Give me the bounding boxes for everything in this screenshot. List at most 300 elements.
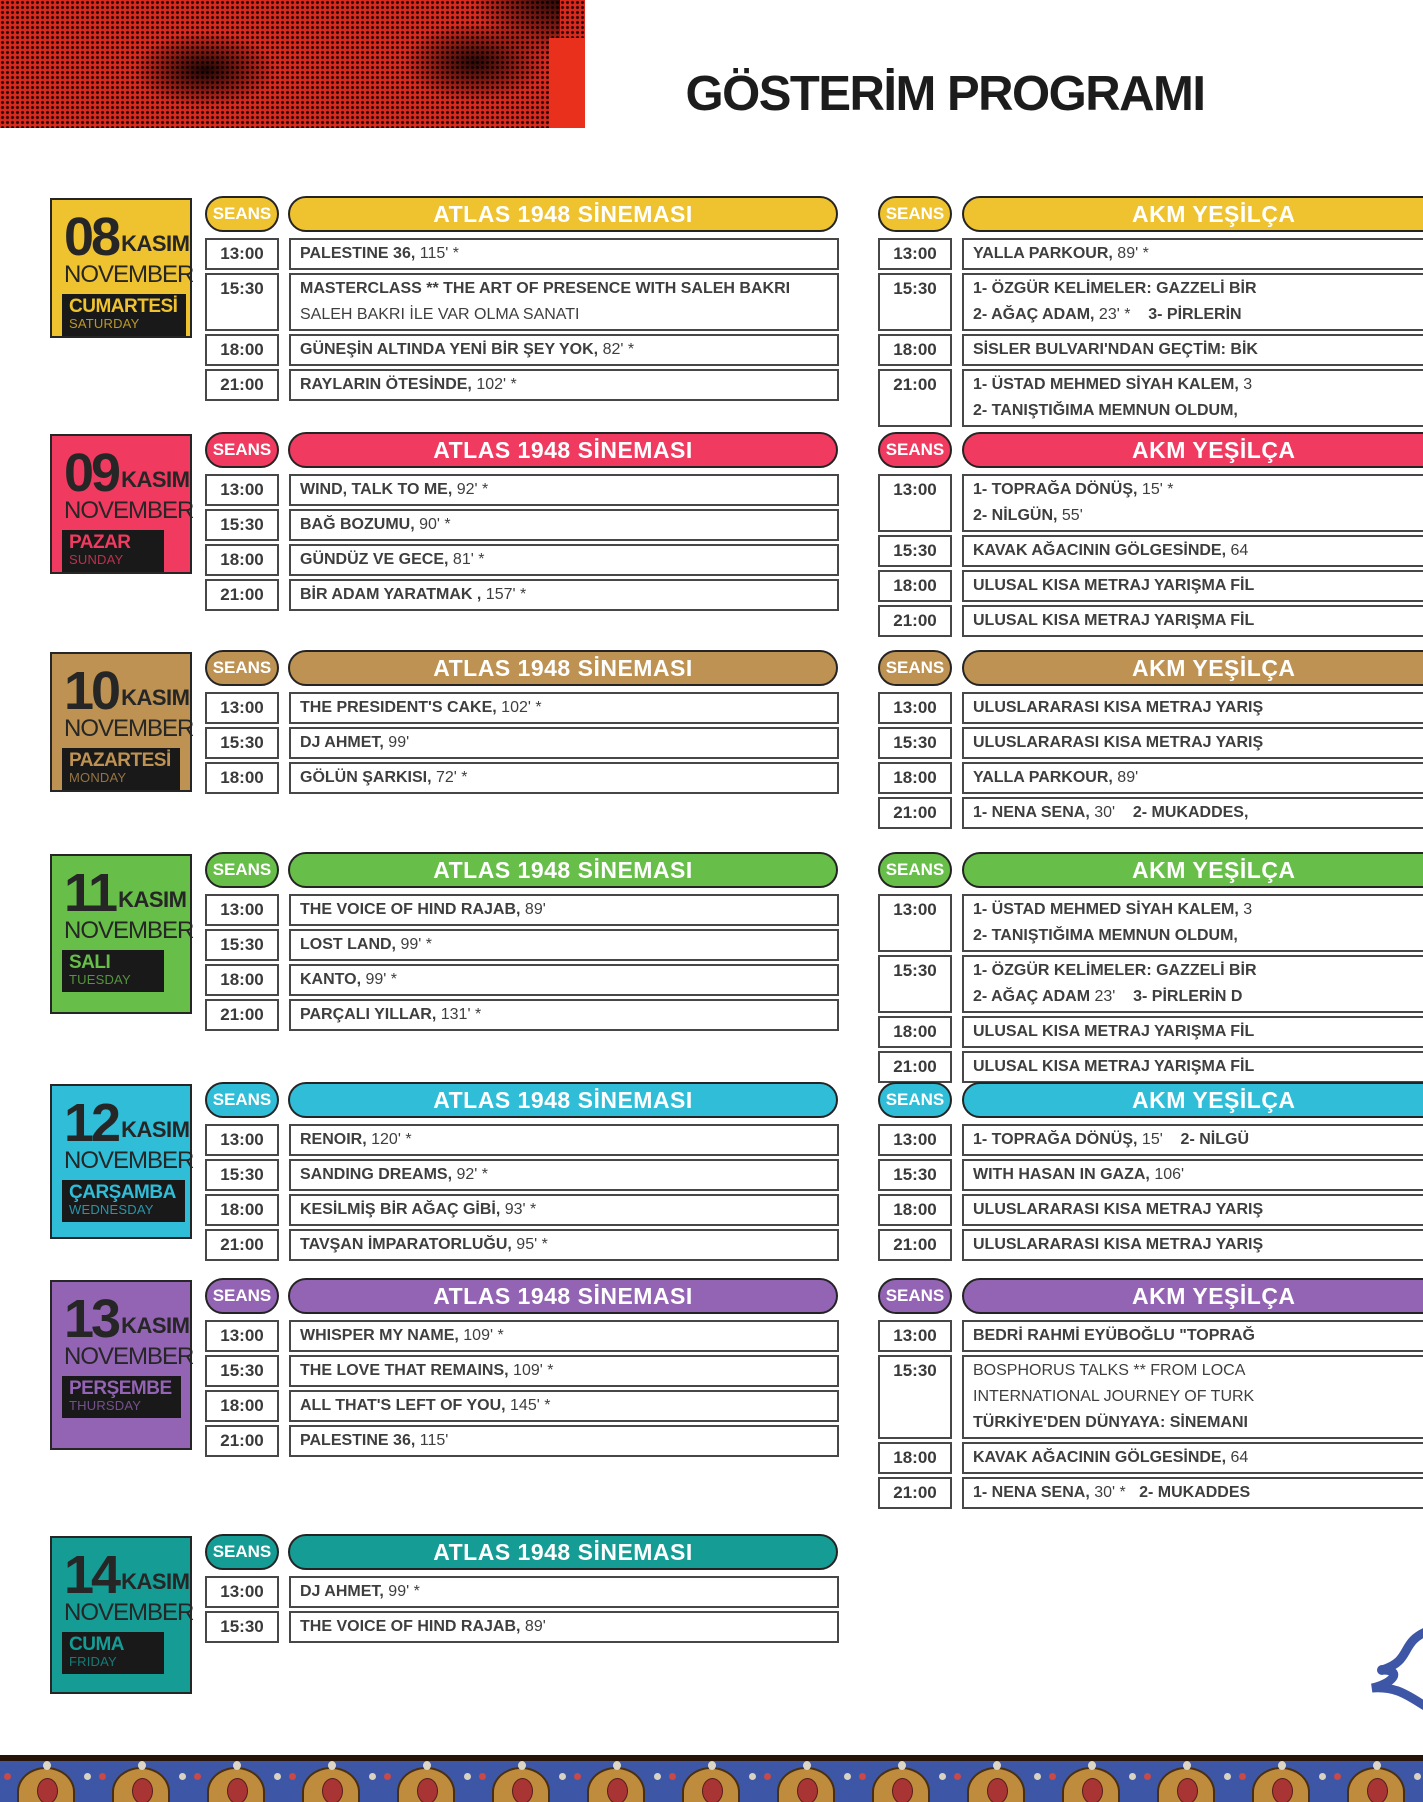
film-duration: 89': [1112, 769, 1139, 786]
film-line: [973, 538, 1423, 564]
film-title: BAĞ BOZUMU,: [300, 516, 415, 533]
motif-core: [417, 1778, 438, 1802]
row-gap: [952, 474, 962, 532]
row-gap: [279, 544, 289, 576]
motif-core: [1082, 1778, 1103, 1802]
row-gap: [279, 894, 289, 926]
row-gap: [279, 762, 289, 794]
screening-row: [878, 605, 1423, 637]
row-gap: [279, 238, 289, 270]
month-name-en: NOVEMBER: [64, 497, 194, 525]
seans-time: 15:30: [878, 1355, 952, 1439]
month-name-tr: KASIM: [121, 467, 190, 493]
seans-pill-atlas: SEANS: [205, 1278, 279, 1314]
motif-dot-right: [1224, 1773, 1231, 1780]
seans-time: 18:00: [205, 1390, 279, 1422]
venue-header-atlas: ATLAS 1948 SİNEMASI: [288, 196, 838, 232]
film-line: [973, 1323, 1423, 1349]
seans-pill-akm: SEANS: [878, 1278, 952, 1314]
seans-time: 18:00: [205, 1194, 279, 1226]
film-duration: 23': [1090, 988, 1134, 1005]
screening-row: [878, 894, 1423, 952]
row-gap: [279, 692, 289, 724]
row-gap: [952, 535, 962, 567]
rows-atlas: [205, 1320, 839, 1460]
film-line: [973, 1410, 1423, 1436]
motif-dot-right: [1129, 1773, 1136, 1780]
film-entry: [962, 894, 1423, 952]
rows-akm: [878, 238, 1423, 430]
film-line: [300, 337, 828, 363]
film-line: [973, 337, 1423, 363]
seans-time: 13:00: [205, 894, 279, 926]
film-duration: 115' *: [415, 245, 459, 262]
motif-tip: [993, 1761, 1001, 1770]
film-entry: [289, 999, 839, 1031]
film-entry: [289, 894, 839, 926]
motif-dot-left: [954, 1773, 961, 1780]
film-duration: 23' *: [1094, 306, 1149, 323]
film-duration: 120' *: [366, 1131, 412, 1148]
film-duration: 3: [1238, 901, 1253, 918]
date-block: [50, 1536, 192, 1694]
screening-row: [878, 797, 1423, 829]
venue-header-atlas: ATLAS 1948 SİNEMASI: [288, 852, 838, 888]
film-duration: 89' *: [1112, 245, 1149, 262]
film-line: [973, 695, 1423, 721]
rows-akm: [878, 692, 1423, 832]
date-block: [50, 198, 192, 338]
day-name-en: WEDNESDAY: [69, 1202, 154, 1218]
seans-time: 15:30: [878, 273, 952, 331]
film-entry: [289, 692, 839, 724]
film-title: 2- MUKADDES,: [1132, 804, 1249, 821]
film-entry: [962, 1355, 1423, 1439]
seans-time: 21:00: [205, 1425, 279, 1457]
seans-time: 15:30: [878, 1159, 952, 1191]
seans-time: 13:00: [205, 474, 279, 506]
seans-time: 13:00: [878, 1124, 952, 1156]
film-line: [973, 398, 1423, 424]
screening-row: [205, 1320, 839, 1352]
day-name-tr: PAZARTESİ: [69, 750, 171, 772]
row-gap: [952, 1016, 962, 1048]
row-gap: [279, 1355, 289, 1387]
date-line: [52, 1538, 190, 1605]
date-number: 11: [64, 863, 116, 923]
motif-dot-right: [179, 1773, 186, 1780]
screening-row: [878, 1124, 1423, 1156]
film-title: RAYLARIN ÖTESİNDE,: [300, 376, 472, 393]
screening-row: [205, 474, 839, 506]
motif-core: [132, 1778, 153, 1802]
row-gap: [952, 762, 962, 794]
motif-core: [797, 1778, 818, 1802]
screening-row: [878, 692, 1423, 724]
film-title: 1- NENA SENA,: [973, 1484, 1090, 1501]
film-entry: [962, 535, 1423, 567]
film-title: DJ AHMET,: [300, 1583, 384, 1600]
row-gap: [952, 1159, 962, 1191]
rows-akm: [878, 474, 1423, 640]
motif-tip: [518, 1761, 526, 1770]
film-line: [300, 1428, 828, 1454]
film-entry: [962, 1477, 1423, 1509]
row-gap: [279, 1576, 289, 1608]
seans-time: 18:00: [878, 570, 952, 602]
motif-dot-left: [859, 1773, 866, 1780]
date-line: [52, 1282, 190, 1349]
calligraphy-ornament: [1352, 1626, 1423, 1714]
row-gap: [952, 1124, 962, 1156]
row-gap: [279, 273, 289, 331]
row-gap: [279, 727, 289, 759]
film-line: [300, 241, 828, 267]
month-name-tr: KASIM: [121, 685, 190, 711]
rows-akm: [878, 1124, 1423, 1264]
motif-tip: [613, 1761, 621, 1770]
film-title: RENOIR,: [300, 1131, 367, 1148]
film-line: [300, 302, 828, 328]
film-entry: [289, 579, 839, 611]
month-name-en: NOVEMBER: [64, 1343, 194, 1371]
film-entry: [289, 1576, 839, 1608]
film-line: [973, 800, 1423, 826]
film-entry: [962, 797, 1423, 829]
film-title: ULUSLARARASI KISA METRAJ YARIŞ: [973, 1236, 1264, 1253]
seans-time: 13:00: [878, 238, 952, 270]
day-name-box: [62, 530, 164, 572]
film-line: [300, 1197, 828, 1223]
date-number: 09: [64, 443, 119, 503]
motif-dot-left: [1144, 1773, 1151, 1780]
film-duration: 3: [1238, 376, 1253, 393]
film-line: [973, 1127, 1423, 1153]
venue-header-akm: AKM YEŞİLÇA: [962, 196, 1423, 232]
row-gap: [279, 334, 289, 366]
screening-row: [878, 238, 1423, 270]
film-entry: [289, 964, 839, 996]
seans-pill-atlas: SEANS: [205, 1534, 279, 1570]
date-line: [52, 1086, 190, 1153]
film-title: ULUSAL KISA METRAJ YARIŞMA FİL: [973, 1058, 1255, 1075]
film-line: [300, 1162, 828, 1188]
screening-row: [878, 1159, 1423, 1191]
film-entry: [962, 334, 1423, 366]
screening-row: [205, 964, 839, 996]
film-line: [973, 1162, 1423, 1188]
film-line: [300, 730, 828, 756]
motif-dot-right: [749, 1773, 756, 1780]
motif-tip: [1278, 1761, 1286, 1770]
film-entry: [962, 1442, 1423, 1474]
motif-core: [512, 1778, 533, 1802]
venue-header-atlas: ATLAS 1948 SİNEMASI: [288, 1278, 838, 1314]
screening-row: [878, 369, 1423, 427]
film-title: SANDING DREAMS,: [300, 1166, 453, 1183]
screening-row: [878, 1229, 1423, 1261]
rows-atlas: [205, 238, 839, 404]
film-entry: [289, 474, 839, 506]
seans-time: 21:00: [205, 1229, 279, 1261]
film-title: 2- TANIŞTIĞIMA MEMNUN OLDUM,: [973, 402, 1238, 419]
film-title: THE PRESIDENT'S CAKE,: [300, 699, 497, 716]
film-title: TAVŞAN İMPARATORLUĞU,: [300, 1236, 512, 1253]
film-title: ULUSLARARASI KISA METRAJ YARIŞ: [973, 1201, 1264, 1218]
film-title: 1- NENA SENA,: [973, 804, 1090, 821]
film-duration: 15' *: [1137, 481, 1174, 498]
screening-row: [205, 1355, 839, 1387]
motif-core: [987, 1778, 1008, 1802]
seans-time: 21:00: [205, 369, 279, 401]
film-title: KESİLMİŞ BİR AĞAÇ GİBİ,: [300, 1201, 501, 1218]
film-title: 1- ÖZGÜR KELİMELER: GAZZELİ BİR: [973, 962, 1257, 979]
film-title: BEDRİ RAHMİ EYÜBOĞLU "TOPRAĞ: [973, 1327, 1255, 1344]
day-name-en: SATURDAY: [69, 316, 140, 332]
film-line: [300, 1002, 828, 1028]
film-line: [973, 1384, 1423, 1410]
seans-time: 18:00: [205, 334, 279, 366]
day-name-tr: CUMA: [69, 1634, 124, 1656]
motif-dot-right: [1034, 1773, 1041, 1780]
hero-image: [0, 0, 585, 128]
film-title: PALESTINE 36,: [300, 245, 416, 262]
carpet-motif: [1140, 1761, 1235, 1802]
row-gap: [279, 1124, 289, 1156]
film-line: [300, 932, 828, 958]
seans-time: 13:00: [205, 692, 279, 724]
seans-time: 15:30: [205, 929, 279, 961]
film-title: 1- TOPRAĞA DÖNÜŞ,: [973, 481, 1138, 498]
seans-time: 18:00: [878, 1016, 952, 1048]
row-gap: [952, 605, 962, 637]
seans-time: 15:30: [878, 955, 952, 1013]
motif-dot-left: [574, 1773, 581, 1780]
venue-header-akm: AKM YEŞİLÇA: [962, 852, 1423, 888]
film-duration: 90' *: [414, 516, 451, 533]
film-line: [300, 276, 828, 302]
venue-header-akm: AKM YEŞİLÇA: [962, 650, 1423, 686]
film-duration: 109' *: [458, 1327, 504, 1344]
motif-tip: [1088, 1761, 1096, 1770]
seans-pill-atlas: SEANS: [205, 196, 279, 232]
carpet-motif: [760, 1761, 855, 1802]
row-gap: [952, 1051, 962, 1083]
month-name-tr: KASIM: [118, 887, 187, 913]
screening-row: [205, 894, 839, 926]
screening-row: [878, 1320, 1423, 1352]
seans-time: 13:00: [878, 474, 952, 532]
motif-dot-left: [1049, 1773, 1056, 1780]
screening-row: [205, 334, 839, 366]
screening-row: [205, 238, 839, 270]
seans-time: 13:00: [205, 238, 279, 270]
film-duration: 99' *: [383, 1583, 420, 1600]
day-name-box: [62, 950, 164, 992]
carpet-motif: [1045, 1761, 1140, 1802]
motif-core: [37, 1778, 58, 1802]
date-block: [50, 1084, 192, 1239]
motif-dot-right: [464, 1773, 471, 1780]
film-duration: INTERNATIONAL JOURNEY OF TURK: [973, 1388, 1255, 1405]
film-title: 1- ÖZGÜR KELİMELER: GAZZELİ BİR: [973, 280, 1257, 297]
venue-header-akm: AKM YEŞİLÇA: [962, 1278, 1423, 1314]
screening-row: [205, 1611, 839, 1643]
film-duration: 64: [1226, 542, 1249, 559]
film-title: ULUSLARARASI KISA METRAJ YARIŞ: [973, 734, 1264, 751]
seans-time: 15:30: [205, 1159, 279, 1191]
film-entry: [962, 369, 1423, 427]
date-line: [52, 654, 190, 721]
row-gap: [952, 797, 962, 829]
film-line: [973, 573, 1423, 599]
motif-dot-left: [194, 1773, 201, 1780]
motif-core: [227, 1778, 248, 1802]
row-gap: [279, 999, 289, 1031]
film-title: THE LOVE THAT REMAINS,: [300, 1362, 509, 1379]
carpet-motif: [570, 1761, 665, 1802]
row-gap: [279, 474, 289, 506]
film-title: ULUSAL KISA METRAJ YARIŞMA FİL: [973, 577, 1255, 594]
day-name-box: [62, 1632, 164, 1674]
film-line: [300, 1323, 828, 1349]
screening-row: [205, 999, 839, 1031]
row-gap: [279, 509, 289, 541]
row-gap: [279, 1425, 289, 1457]
month-name-tr: KASIM: [121, 1117, 190, 1143]
date-number: 08: [64, 207, 119, 267]
motif-tip: [1373, 1761, 1381, 1770]
film-duration: 64: [1226, 1449, 1249, 1466]
film-line: [300, 695, 828, 721]
day-name-tr: PAZAR: [69, 532, 131, 554]
seans-time: 21:00: [878, 369, 952, 427]
seans-time: 15:30: [205, 1611, 279, 1643]
film-line: [300, 372, 828, 398]
motif-dot-right: [844, 1773, 851, 1780]
film-duration: 89': [520, 1618, 546, 1635]
seans-pill-akm: SEANS: [878, 432, 952, 468]
film-line: [973, 302, 1423, 328]
screening-row: [878, 1051, 1423, 1083]
seans-time: 13:00: [205, 1124, 279, 1156]
film-entry: [962, 1229, 1423, 1261]
film-entry: [962, 1320, 1423, 1352]
film-duration: 55': [1057, 507, 1083, 524]
film-title: 2- NİLGÜN,: [973, 507, 1058, 524]
motif-tip: [43, 1761, 51, 1770]
film-title: ALL THAT'S LEFT OF YOU,: [300, 1397, 506, 1414]
film-duration: 106': [1149, 1166, 1185, 1183]
film-title: 1- ÜSTAD MEHMED SİYAH KALEM,: [973, 901, 1239, 918]
rows-akm: [878, 894, 1423, 1086]
film-line: [973, 503, 1423, 529]
film-duration: 99': [383, 734, 410, 751]
seans-pill-akm: SEANS: [878, 650, 952, 686]
seans-time: 13:00: [878, 692, 952, 724]
screening-row: [878, 727, 1423, 759]
row-gap: [952, 238, 962, 270]
seans-time: 13:00: [878, 1320, 952, 1352]
film-title: WITH HASAN IN GAZA,: [973, 1166, 1150, 1183]
carpet-motif: [475, 1761, 570, 1802]
film-entry: [962, 955, 1423, 1013]
carpet-motif: [1330, 1761, 1423, 1802]
screening-row: [205, 369, 839, 401]
screening-row: [878, 1442, 1423, 1474]
day-name-en: FRIDAY: [69, 1654, 117, 1670]
motif-dot-right: [84, 1773, 91, 1780]
film-entry: [289, 544, 839, 576]
film-entry: [289, 1355, 839, 1387]
seans-time: 15:30: [205, 727, 279, 759]
film-entry: [289, 509, 839, 541]
motif-core: [702, 1778, 723, 1802]
screening-row: [205, 692, 839, 724]
film-title: PALESTINE 36,: [300, 1432, 416, 1449]
row-gap: [952, 570, 962, 602]
seans-time: 15:30: [205, 1355, 279, 1387]
seans-time: 18:00: [878, 334, 952, 366]
carpet-motif: [285, 1761, 380, 1802]
seans-pill-atlas: SEANS: [205, 432, 279, 468]
film-entry: [962, 727, 1423, 759]
film-duration: 115': [415, 1432, 449, 1449]
seans-time: 15:30: [205, 273, 279, 331]
film-title: YALLA PARKOUR,: [973, 769, 1113, 786]
film-entry: [962, 570, 1423, 602]
film-title: TÜRKİYE'DEN DÜNYAYA: SİNEMANI: [973, 1414, 1248, 1431]
film-line: [973, 1232, 1423, 1258]
film-duration: 82' *: [598, 341, 635, 358]
film-title: YALLA PARKOUR,: [973, 245, 1113, 262]
film-duration: 102' *: [496, 699, 542, 716]
seans-time: 21:00: [878, 605, 952, 637]
film-title: SİSLER BULVARI'NDAN GEÇTİM: BİK: [973, 341, 1258, 358]
row-gap: [279, 929, 289, 961]
film-entry: [962, 762, 1423, 794]
date-number: 12: [64, 1093, 119, 1153]
film-entry: [962, 1194, 1423, 1226]
seans-pill-akm: SEANS: [878, 196, 952, 232]
film-entry: [289, 1611, 839, 1643]
page-title: GÖSTERİM PROGRAMI: [685, 67, 1205, 121]
film-title: 3- PİRLERİN: [1148, 306, 1242, 323]
screening-row: [878, 1194, 1423, 1226]
row-gap: [952, 894, 962, 952]
carpet-border: [0, 1755, 1423, 1802]
screening-row: [205, 273, 839, 331]
film-entry: [962, 238, 1423, 270]
motif-dot-right: [274, 1773, 281, 1780]
seans-time: 18:00: [205, 964, 279, 996]
day-name-box: [62, 1376, 181, 1418]
row-gap: [952, 1442, 962, 1474]
screening-row: [205, 1124, 839, 1156]
venue-header-atlas: ATLAS 1948 SİNEMASI: [288, 650, 838, 686]
row-gap: [952, 955, 962, 1013]
seans-time: 21:00: [878, 1477, 952, 1509]
date-number: 13: [64, 1289, 119, 1349]
rows-atlas: [205, 692, 839, 797]
film-duration: SALEH BAKRI İLE VAR OLMA SANATI: [300, 306, 580, 323]
day-name-tr: ÇARŞAMBA: [69, 1182, 176, 1204]
venue-header-atlas: ATLAS 1948 SİNEMASI: [288, 1082, 838, 1118]
film-duration: 157' *: [481, 586, 527, 603]
red-bar: [549, 38, 585, 128]
film-line: [300, 765, 828, 791]
film-line: [973, 958, 1423, 984]
